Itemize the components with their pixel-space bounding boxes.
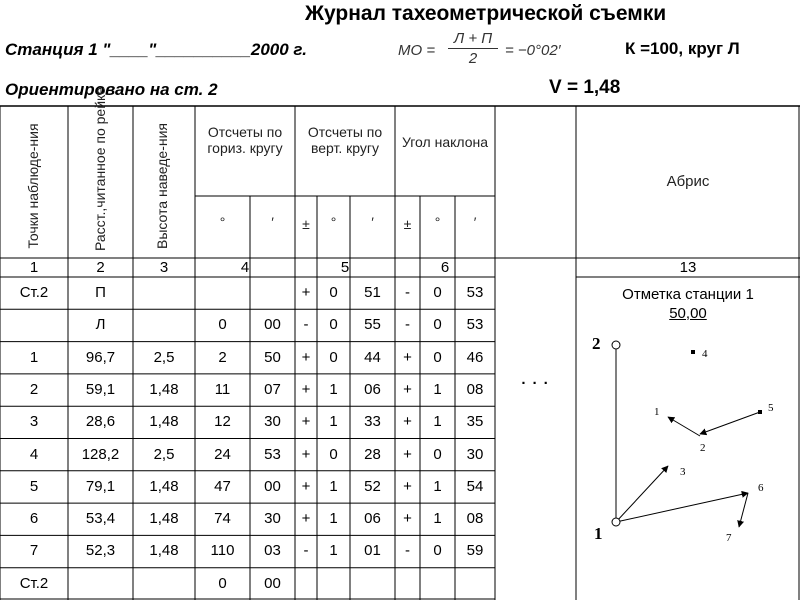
line-to-6 [616,493,748,522]
cell-hm: 00 [264,316,281,334]
cell-vs: - [303,542,309,560]
cell-hm: 50 [264,348,281,366]
line-to-7 [739,493,748,527]
cell-id: 1 [433,510,442,528]
cell-hd: 0 [218,574,227,592]
cell-vd: 0 [329,316,338,334]
point-4-marker [691,350,695,354]
cell-hd: 110 [210,542,235,560]
sub-min: ′ [371,214,374,230]
cell-im: 30 [466,445,484,463]
col-number: 5 [340,259,350,276]
cell-point: 7 [29,542,39,560]
cell-id: 0 [433,348,442,366]
header-incl: Угол наклона [401,134,489,150]
cell-dist: 59,1 [85,380,116,398]
cell-hd: 24 [214,445,231,463]
k-circle-text: К =100, круг Л [625,39,740,58]
cell-vm: 06 [364,510,381,528]
sketch-drawing [576,300,800,600]
cell-dist: 53,4 [85,510,116,528]
col-number: 6 [440,259,450,276]
cell-vd: 1 [329,380,338,398]
sketch-label-3: 3 [680,466,686,478]
cell-vd: 1 [329,542,338,560]
cell-vd: 0 [329,284,338,301]
sketch-label-5: 5 [768,402,774,414]
cell-hd: 11 [214,380,231,398]
col-number: 2 [96,259,105,276]
cell-dist: Л [95,316,106,334]
cell-vs: + [301,284,311,301]
mo-result: = −0°02′ [505,42,561,59]
line-2-to-1 [668,417,700,436]
cell-point: 2 [29,380,39,398]
cell-vs: + [301,477,311,495]
cell-point: 3 [29,413,39,431]
cell-h: 1,48 [149,380,179,398]
sub-min: ′ [473,214,477,230]
cell-vs: + [301,445,311,463]
sketch-label-2: 2 [700,442,706,454]
point-5-marker [758,410,762,414]
cell-h: 1,48 [149,542,179,560]
col-number: 13 [679,259,697,276]
cell-im: 46 [466,348,484,366]
cell-vm: 06 [364,380,381,398]
cell-vd: 1 [329,477,338,495]
cell-hm: 00 [264,574,281,592]
cell-dist: 52,3 [85,542,116,560]
cell-h: 2,5 [153,445,175,463]
cell-hd: 2 [218,348,227,366]
cell-vd: 0 [329,348,338,366]
cell-vm: 52 [364,477,381,495]
cell-vm: 33 [364,413,381,431]
cell-dist: 79,1 [85,477,116,495]
cell-im: 53 [466,284,484,301]
cell-vs: + [301,380,311,398]
mo-label: МО = [398,42,436,59]
cell-dist: 96,7 [85,348,116,366]
cell-h: 1,48 [149,510,179,528]
v-value: V = 1,48 [549,77,621,98]
cell-hd: 0 [218,316,227,334]
cell-is: + [403,445,412,463]
cell-hd: 12 [214,413,231,431]
cell-hd: 74 [214,510,231,528]
cell-vs: + [301,348,311,366]
cell-id: 0 [433,445,442,463]
station-1-marker [612,518,620,526]
orientation-line: Ориентировано на ст. 2 [5,80,218,99]
cell-point: Ст.2 [19,574,49,592]
cell-hm: 53 [264,445,281,463]
cell-im: 08 [466,380,484,398]
sketch-label-4: 4 [702,348,708,360]
cell-point: 4 [29,445,39,463]
cell-hm: 07 [264,380,281,398]
cell-vs: + [301,510,311,528]
cell-hm: 00 [264,477,281,495]
station-2-marker [612,341,620,349]
sub-deg: ° [434,214,441,230]
cell-vm: 01 [364,542,381,560]
cell-point: Ст.2 [19,284,49,301]
cell-im: 35 [466,413,484,431]
cell-point: 5 [29,477,39,495]
sub-deg: ° [330,214,337,230]
cell-hm: 30 [264,510,281,528]
cell-id: 0 [433,316,442,334]
line-to-3 [616,466,668,522]
header-height: Высота наведе-ния [154,123,170,249]
cell-id: 1 [433,413,442,431]
sub-deg: ° [219,214,226,230]
cell-is: - [405,284,410,301]
cell-vm: 55 [364,316,381,334]
cell-vm: 51 [364,284,381,301]
sketch-label-6: 6 [758,482,764,494]
abris-sketch [576,286,800,600]
cell-dist: П [95,284,106,301]
cell-h: 2,5 [153,348,175,366]
sketch-label-2-big: 2 [592,334,601,353]
cell-is: + [403,510,412,528]
cell-vd: 1 [329,510,338,528]
cell-id: 1 [433,380,442,398]
mo-denominator: 2 [468,50,478,67]
mo-numerator: Л + П [448,30,498,49]
cell-id: 0 [433,542,442,560]
cell-id: 1 [433,477,442,495]
cell-vs: - [303,316,309,334]
header-distance: Расст.,читанное по рейке [92,86,108,251]
station-mark-value: 50,00 [669,305,707,322]
cell-is: + [403,477,412,495]
page-title: Журнал тахеометрической съемки [305,2,667,25]
cell-is: + [403,380,412,398]
cell-im: 54 [466,477,484,495]
cell-vm: 44 [364,348,381,366]
col-number: 4 [240,259,250,276]
sub-min: ′ [271,214,274,230]
cell-vd: 1 [329,413,338,431]
sketch-label-1: 1 [654,406,660,418]
sub-pm: ± [302,216,310,232]
sketch-label-7: 7 [726,532,732,544]
cell-is: + [403,413,412,431]
station-line: Станция 1 "____"__________2000 г. [5,40,307,59]
cell-dist: 28,6 [85,413,116,431]
cell-is: - [405,542,410,560]
line-5-to-2 [700,412,760,434]
cell-point: 1 [29,348,39,366]
cell-vm: 28 [364,445,381,463]
cell-im: 08 [466,510,484,528]
ellipsis: · · · [521,375,550,392]
cell-h: 1,48 [149,477,179,495]
cell-im: 59 [466,542,484,560]
header-vert: Отсчеты по верт. кругу [307,124,383,156]
header-points: Точки наблюде-ния [25,123,41,249]
cell-h: 1,48 [149,413,179,431]
cell-hm: 03 [264,542,281,560]
cell-hm: 30 [264,413,281,431]
header-sketch: Абрис [666,173,710,190]
sketch-label-1-big: 1 [594,524,603,543]
cell-is: + [403,348,412,366]
cell-dist: 128,2 [81,445,120,463]
sub-pm: ± [403,216,412,232]
cell-is: - [405,316,410,334]
cell-vd: 0 [329,445,338,463]
cell-im: 53 [466,316,484,334]
header-horiz: Отсчеты по гориз. кругу [207,124,283,156]
cell-vs: + [301,413,311,431]
cell-hd: 47 [214,477,231,495]
cell-point: 6 [29,510,39,528]
col-number: 3 [159,259,169,276]
station-mark-label: Отметка станции 1 [622,286,754,303]
cell-id: 0 [433,284,442,301]
col-number: 1 [29,259,39,276]
